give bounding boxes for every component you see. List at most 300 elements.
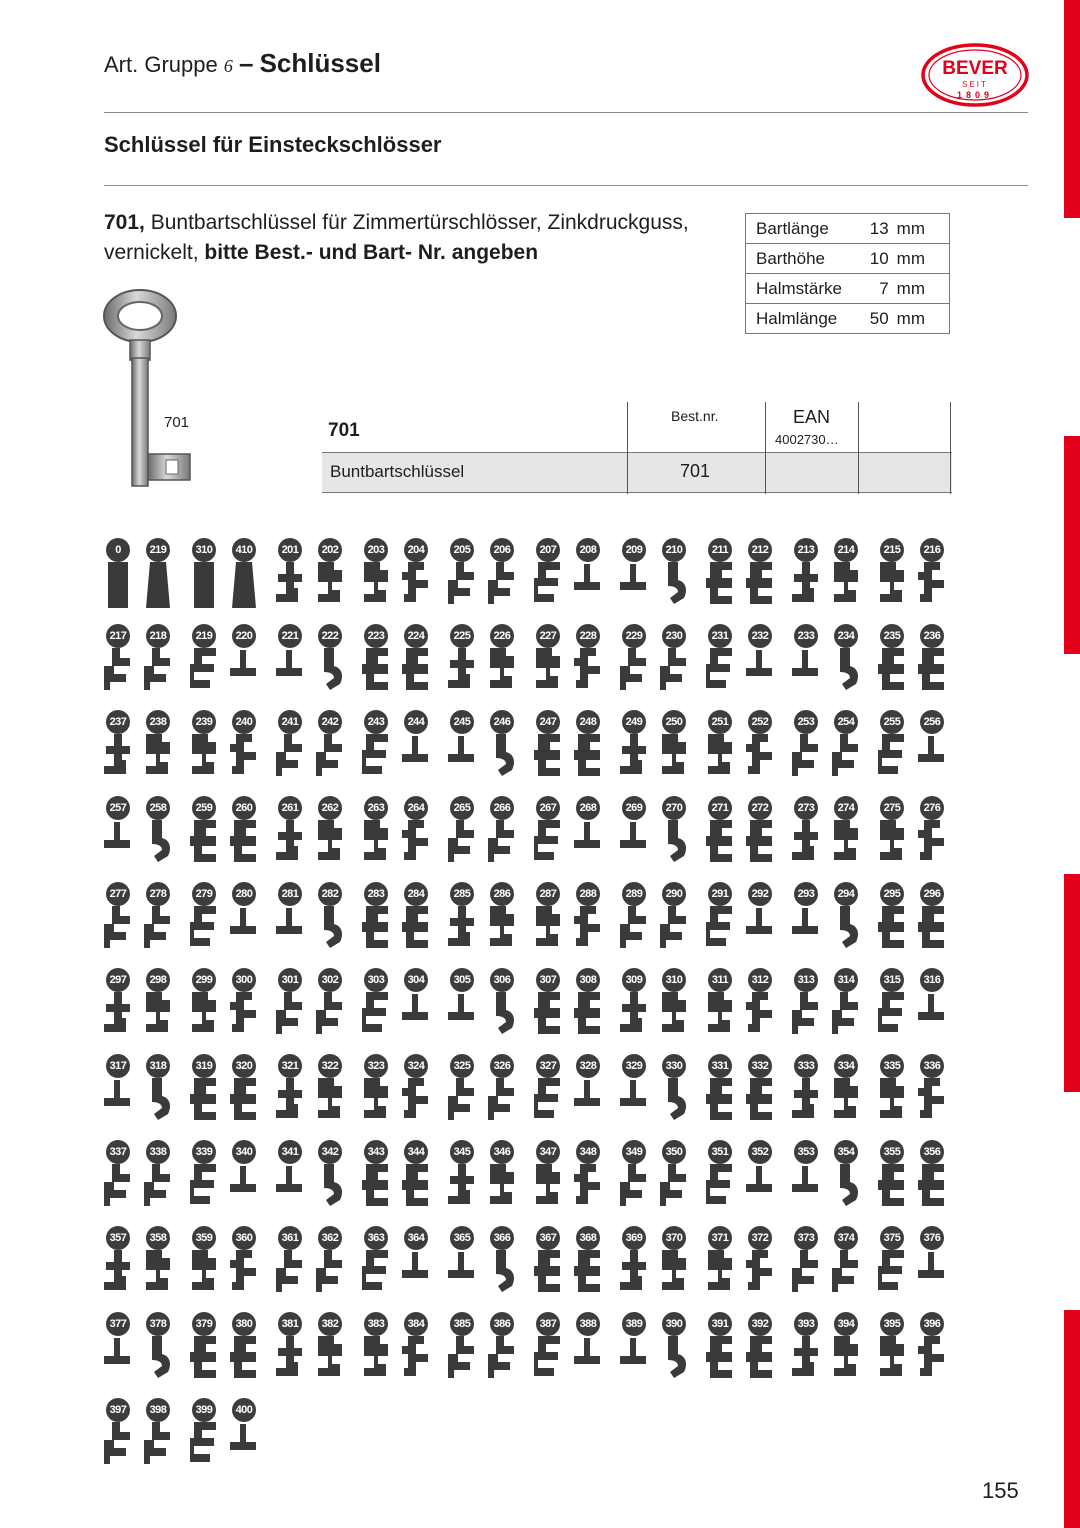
bit-profile-shape [190,820,216,862]
bit-profile-icon [140,730,176,784]
order-divider [950,402,951,494]
bit-profile-shape [104,1338,130,1364]
bit-profile-shape [152,1336,170,1378]
spec-unit: mm [896,218,925,238]
bit-number-badge: 363 [364,1226,388,1250]
key-bit [530,1226,566,1302]
bit-number-badge: 362 [318,1226,342,1250]
bit-number-badge: 310 [192,538,216,562]
bit-profile-shape [144,1164,170,1206]
bit-profile-icon [616,1160,652,1214]
bit-profile-icon [100,1074,136,1128]
bit-profile-shape [792,908,818,934]
bit-number-badge: 245 [450,710,474,734]
bit-number-badge: 292 [748,882,772,906]
bit-profile-icon [570,644,606,698]
key-bit [788,968,824,1044]
key-bit [570,968,606,1044]
key-bit [312,538,348,614]
bit-profile-shape [918,820,944,860]
bit-profile-icon [226,730,262,784]
bit-number-badge: 373 [794,1226,818,1250]
bit-number-badge: 214 [834,538,858,562]
bit-number-badge: 320 [232,1054,256,1078]
bit-number-badge: 277 [106,882,130,906]
key-bit [484,968,520,1044]
bit-profile-shape [104,648,130,690]
bit-pair [702,1226,784,1306]
bit-number-badge: 342 [318,1140,342,1164]
bit-profile-icon [656,1160,692,1214]
bit-number-badge: 230 [662,624,686,648]
bit-profile-icon [312,730,348,784]
bit-number-badge: 272 [748,796,772,820]
bit-pair [358,1226,440,1306]
page-header [104,48,381,79]
key-bit [742,882,778,958]
key-bit [656,1140,692,1216]
bit-profile-icon [398,1246,434,1300]
key-bit [874,538,910,614]
bit-number-badge: 317 [106,1054,130,1078]
key-bit [272,882,308,958]
key-bit [484,1226,520,1302]
bit-number-badge: 387 [536,1312,560,1336]
bit-number-badge: 322 [318,1054,342,1078]
bit-number-badge: 270 [662,796,686,820]
bit-profile-shape [230,820,256,862]
bit-pair [874,882,956,962]
bit-profile-icon [702,730,738,784]
key-bit [398,1226,434,1302]
bit-number-badge: 237 [106,710,130,734]
bit-profile-shape [146,562,170,608]
key-bit [358,538,394,614]
bit-number-badge: 212 [748,538,772,562]
bit-number-badge: 308 [576,968,600,992]
bit-profile-icon [742,1074,778,1128]
key-bit [788,1140,824,1216]
bit-number-badge: 372 [748,1226,772,1250]
key-bit [272,1054,308,1130]
bit-profile-shape [840,648,858,690]
key-bit [444,968,480,1044]
bit-number-badge: 231 [708,624,732,648]
key-bit [616,1140,652,1216]
bit-profile-shape [878,734,904,774]
bit-pair [186,796,268,876]
bit-profile-icon [398,644,434,698]
bit-profile-shape [192,992,216,1032]
bit-profile-shape [840,1164,858,1206]
bit-number-badge: 395 [880,1312,904,1336]
bit-profile-shape [746,1336,772,1378]
key-bit [140,538,176,614]
bit-profile-icon [616,902,652,956]
key-bit [312,882,348,958]
bit-number-badge: 329 [622,1054,646,1078]
key-bit [742,968,778,1044]
bit-profile-shape [230,734,256,774]
key-bit [702,796,738,872]
bit-profile-icon [484,988,520,1042]
bit-profile-shape [104,1164,130,1206]
key-bit [312,1226,348,1302]
key-bit [358,796,394,872]
key-bit [398,1140,434,1216]
bit-pair [788,538,870,618]
key-bit [444,796,480,872]
bit-number-badge: 246 [490,710,514,734]
bit-profile-shape [662,1250,686,1290]
key-bit [398,1312,434,1388]
bit-profile-shape [318,820,342,860]
key-bit [398,968,434,1044]
bit-number-badge: 388 [576,1312,600,1336]
bit-pair [186,1140,268,1220]
bit-number-badge: 341 [278,1140,302,1164]
key-bit [874,968,910,1044]
bit-profile-icon [874,644,910,698]
bit-profile-icon [914,730,950,784]
bit-profile-shape [746,734,772,774]
bit-profile-shape [792,1250,818,1292]
key-bit [312,968,348,1044]
key-bit [788,538,824,614]
bit-profile-icon [530,558,566,612]
bit-profile-icon [874,816,910,870]
key-bit [484,538,520,614]
bit-number-badge: 265 [450,796,474,820]
key-bit [570,538,606,614]
bit-number-badge: 361 [278,1226,302,1250]
key-bit [186,1140,222,1216]
bit-profile-shape [230,1166,256,1192]
bit-profile-shape [402,1336,428,1376]
key-bit [828,968,864,1044]
bit-number-badge: 330 [662,1054,686,1078]
bit-pair [444,538,526,618]
bit-profile-icon [398,1332,434,1386]
bit-profile-icon [702,644,738,698]
key-bit [914,1226,950,1302]
bit-number-badge: 252 [748,710,772,734]
bit-number-badge: 259 [192,796,216,820]
bit-pair [702,968,784,1048]
key-bit [874,1054,910,1130]
bit-profile-icon [656,1332,692,1386]
key-bit [186,538,222,614]
bit-pair [186,624,268,704]
bit-number-badge: 281 [278,882,302,906]
bit-profile-icon [140,1332,176,1386]
bit-profile-icon [828,730,864,784]
key-bit [484,710,520,786]
bit-number-badge: 298 [146,968,170,992]
bit-number-badge: 287 [536,882,560,906]
bit-pair [788,624,870,704]
header-rule [104,112,1028,113]
bit-profile-shape [194,562,214,608]
key-bit-grid [100,538,960,1478]
bit-number-badge: 346 [490,1140,514,1164]
bit-profile-icon [742,1160,778,1214]
bit-profile-icon [914,558,950,612]
bit-pair [530,968,612,1048]
bit-profile-shape [792,650,818,676]
bit-pair [616,1312,698,1392]
bit-profile-shape [878,1250,904,1290]
bit-profile-icon [616,730,652,784]
bit-profile-icon [186,644,222,698]
bit-number-badge: 269 [622,796,646,820]
key-bit [874,624,910,700]
section-title: Schlüssel für Einsteckschlösser [104,132,442,157]
bit-profile-shape [230,650,256,676]
bit-pair [272,968,354,1048]
bit-pair [702,710,784,790]
bit-profile-icon [186,1074,222,1128]
bit-profile-icon [788,902,824,956]
bit-profile-shape [402,1164,428,1206]
bit-pair [616,968,698,1048]
key-image [96,286,196,498]
bit-number-badge: 255 [880,710,904,734]
bit-profile-icon [444,1246,480,1300]
bit-profile-icon [100,1246,136,1300]
key-bit [616,968,652,1044]
bit-profile-icon [444,1074,480,1128]
bit-profile-shape [152,1078,170,1120]
key-bit [100,624,136,700]
bit-number-badge: 356 [920,1140,944,1164]
bit-profile-icon [272,988,308,1042]
key-bit [226,1140,262,1216]
order-col-ean-prefix: 4002730… [775,432,839,447]
key-bit [702,1140,738,1216]
bit-profile-icon [358,558,394,612]
bit-profile-shape [402,736,428,762]
red-tab [1064,874,1080,1092]
bit-number-badge: 219 [192,624,216,648]
bit-profile-icon [828,1246,864,1300]
bit-profile-shape [496,992,514,1034]
bit-number-badge: 397 [106,1398,130,1422]
bit-profile-icon [272,1160,308,1214]
bit-pair [100,882,182,962]
bit-profile-shape [362,648,388,690]
bit-number-badge: 398 [146,1398,170,1422]
bit-number-badge: 234 [834,624,858,648]
bit-profile-icon [358,1160,394,1214]
bit-number-badge: 345 [450,1140,474,1164]
bit-profile-shape [488,820,514,862]
order-divider [858,402,859,494]
bit-number-badge: 211 [708,538,732,562]
bit-number-badge: 224 [404,624,428,648]
bit-pair [616,882,698,962]
bit-number-badge: 350 [662,1140,686,1164]
bit-profile-shape [574,1338,600,1364]
spec-value: 10 [853,244,891,274]
bit-number-badge: 379 [192,1312,216,1336]
bit-profile-shape [832,992,858,1034]
key-bit [186,882,222,958]
bit-profile-icon [914,1246,950,1300]
bit-number-badge: 215 [880,538,904,562]
bit-number-badge: 210 [662,538,686,562]
order-row-best: 701 [680,461,711,481]
key-bit [570,1312,606,1388]
bit-profile-shape [620,1080,646,1106]
bit-profile-icon [828,1074,864,1128]
bit-number-badge: 368 [576,1226,600,1250]
bit-profile-shape [534,1336,560,1376]
bit-profile-shape [448,820,474,862]
bit-number-badge: 333 [794,1054,818,1078]
spec-label: Barthöhe [746,244,853,274]
bit-profile-icon [742,816,778,870]
bit-profile-icon [226,1074,262,1128]
bit-pair [186,1226,268,1306]
key-bit [484,1312,520,1388]
bit-profile-shape [620,992,646,1032]
key-bit [226,1312,262,1388]
bit-number-badge: 328 [576,1054,600,1078]
bit-profile-icon [444,816,480,870]
spec-unit: mm [891,304,950,334]
key-bit [828,1312,864,1388]
key-bit [742,1140,778,1216]
key-bit [444,1312,480,1388]
bit-profile-shape [448,1336,474,1378]
page-number: 155 [982,1478,1019,1503]
bit-profile-icon [312,1246,348,1300]
bit-profile-icon [616,816,652,870]
key-bit [140,1054,176,1130]
bit-profile-shape [146,1250,170,1290]
bit-profile-shape [276,562,302,602]
bit-number-badge: 226 [490,624,514,648]
bit-pair [358,538,440,618]
bit-profile-icon [874,988,910,1042]
key-bit [788,710,824,786]
bit-profile-icon [788,1074,824,1128]
bit-profile-icon [914,902,950,956]
bit-profile-icon [874,1160,910,1214]
bit-profile-icon [656,1074,692,1128]
bit-number-badge: 339 [192,1140,216,1164]
bit-number-badge: 410 [232,538,256,562]
bit-pair [444,1226,526,1306]
bit-profile-shape [190,1422,216,1462]
bit-number-badge: 381 [278,1312,302,1336]
bit-profile-icon [140,1246,176,1300]
key-bit [186,1054,222,1130]
bit-profile-icon [186,1332,222,1386]
key-bit [140,1398,176,1474]
bit-pair [186,710,268,790]
bit-profile-shape [318,1078,342,1118]
bit-profile-shape [362,1250,388,1290]
bit-pair [702,1140,784,1220]
bit-profile-icon [484,816,520,870]
bit-profile-icon [874,1332,910,1386]
bit-profile-shape [488,562,514,604]
bit-profile-icon [874,1246,910,1300]
bit-number-badge: 323 [364,1054,388,1078]
bit-number-badge: 366 [490,1226,514,1250]
bit-pair [272,1140,354,1220]
bit-profile-shape [490,1164,514,1204]
logo-brand: BEVER [942,58,1008,79]
red-tab [1064,436,1080,654]
bit-number-badge: 331 [708,1054,732,1078]
bit-pair [530,624,612,704]
bit-profile-icon [484,1074,520,1128]
bit-number-badge: 309 [622,968,646,992]
bit-profile-icon [226,1160,262,1214]
key-bit [828,710,864,786]
bit-profile-shape [668,562,686,604]
bit-profile-icon [358,1074,394,1128]
bit-profile-icon [656,902,692,956]
bit-profile-shape [276,1336,302,1376]
bit-profile-icon [702,558,738,612]
bit-profile-shape [574,1250,600,1292]
bit-number-badge: 337 [106,1140,130,1164]
bit-pair [702,1312,784,1392]
bit-profile-shape [364,562,388,602]
bit-number-badge: 279 [192,882,216,906]
bit-number-badge: 238 [146,710,170,734]
bit-profile-shape [402,820,428,860]
bit-pair [272,1226,354,1306]
key-bit [444,1140,480,1216]
key-bit [444,624,480,700]
bit-number-badge: 205 [450,538,474,562]
bit-profile-icon [484,730,520,784]
bit-profile-shape [708,1250,732,1290]
bit-pair [186,1054,268,1134]
bit-profile-shape [620,1338,646,1364]
key-bit [914,1312,950,1388]
key-bit [656,538,692,614]
bit-profile-shape [496,734,514,776]
bit-pair [874,1140,956,1220]
key-bit [616,1312,652,1388]
bit-profile-icon [874,1074,910,1128]
key-bit [656,1054,692,1130]
bit-profile-icon [570,1332,606,1386]
bit-pair [616,710,698,790]
bit-number-badge: 219 [146,538,170,562]
bit-number-badge: 306 [490,968,514,992]
bit-profile-icon [186,1246,222,1300]
key-bit [226,968,262,1044]
bit-number-badge: 307 [536,968,560,992]
bit-profile-shape [574,1080,600,1106]
key-bit [742,1312,778,1388]
bit-profile-icon [100,988,136,1042]
key-bit [828,882,864,958]
bit-pair [616,624,698,704]
bit-number-badge: 284 [404,882,428,906]
bit-number-badge: 354 [834,1140,858,1164]
bit-pair [358,1054,440,1134]
bit-profile-icon [484,558,520,612]
bit-profile-shape [574,648,600,688]
